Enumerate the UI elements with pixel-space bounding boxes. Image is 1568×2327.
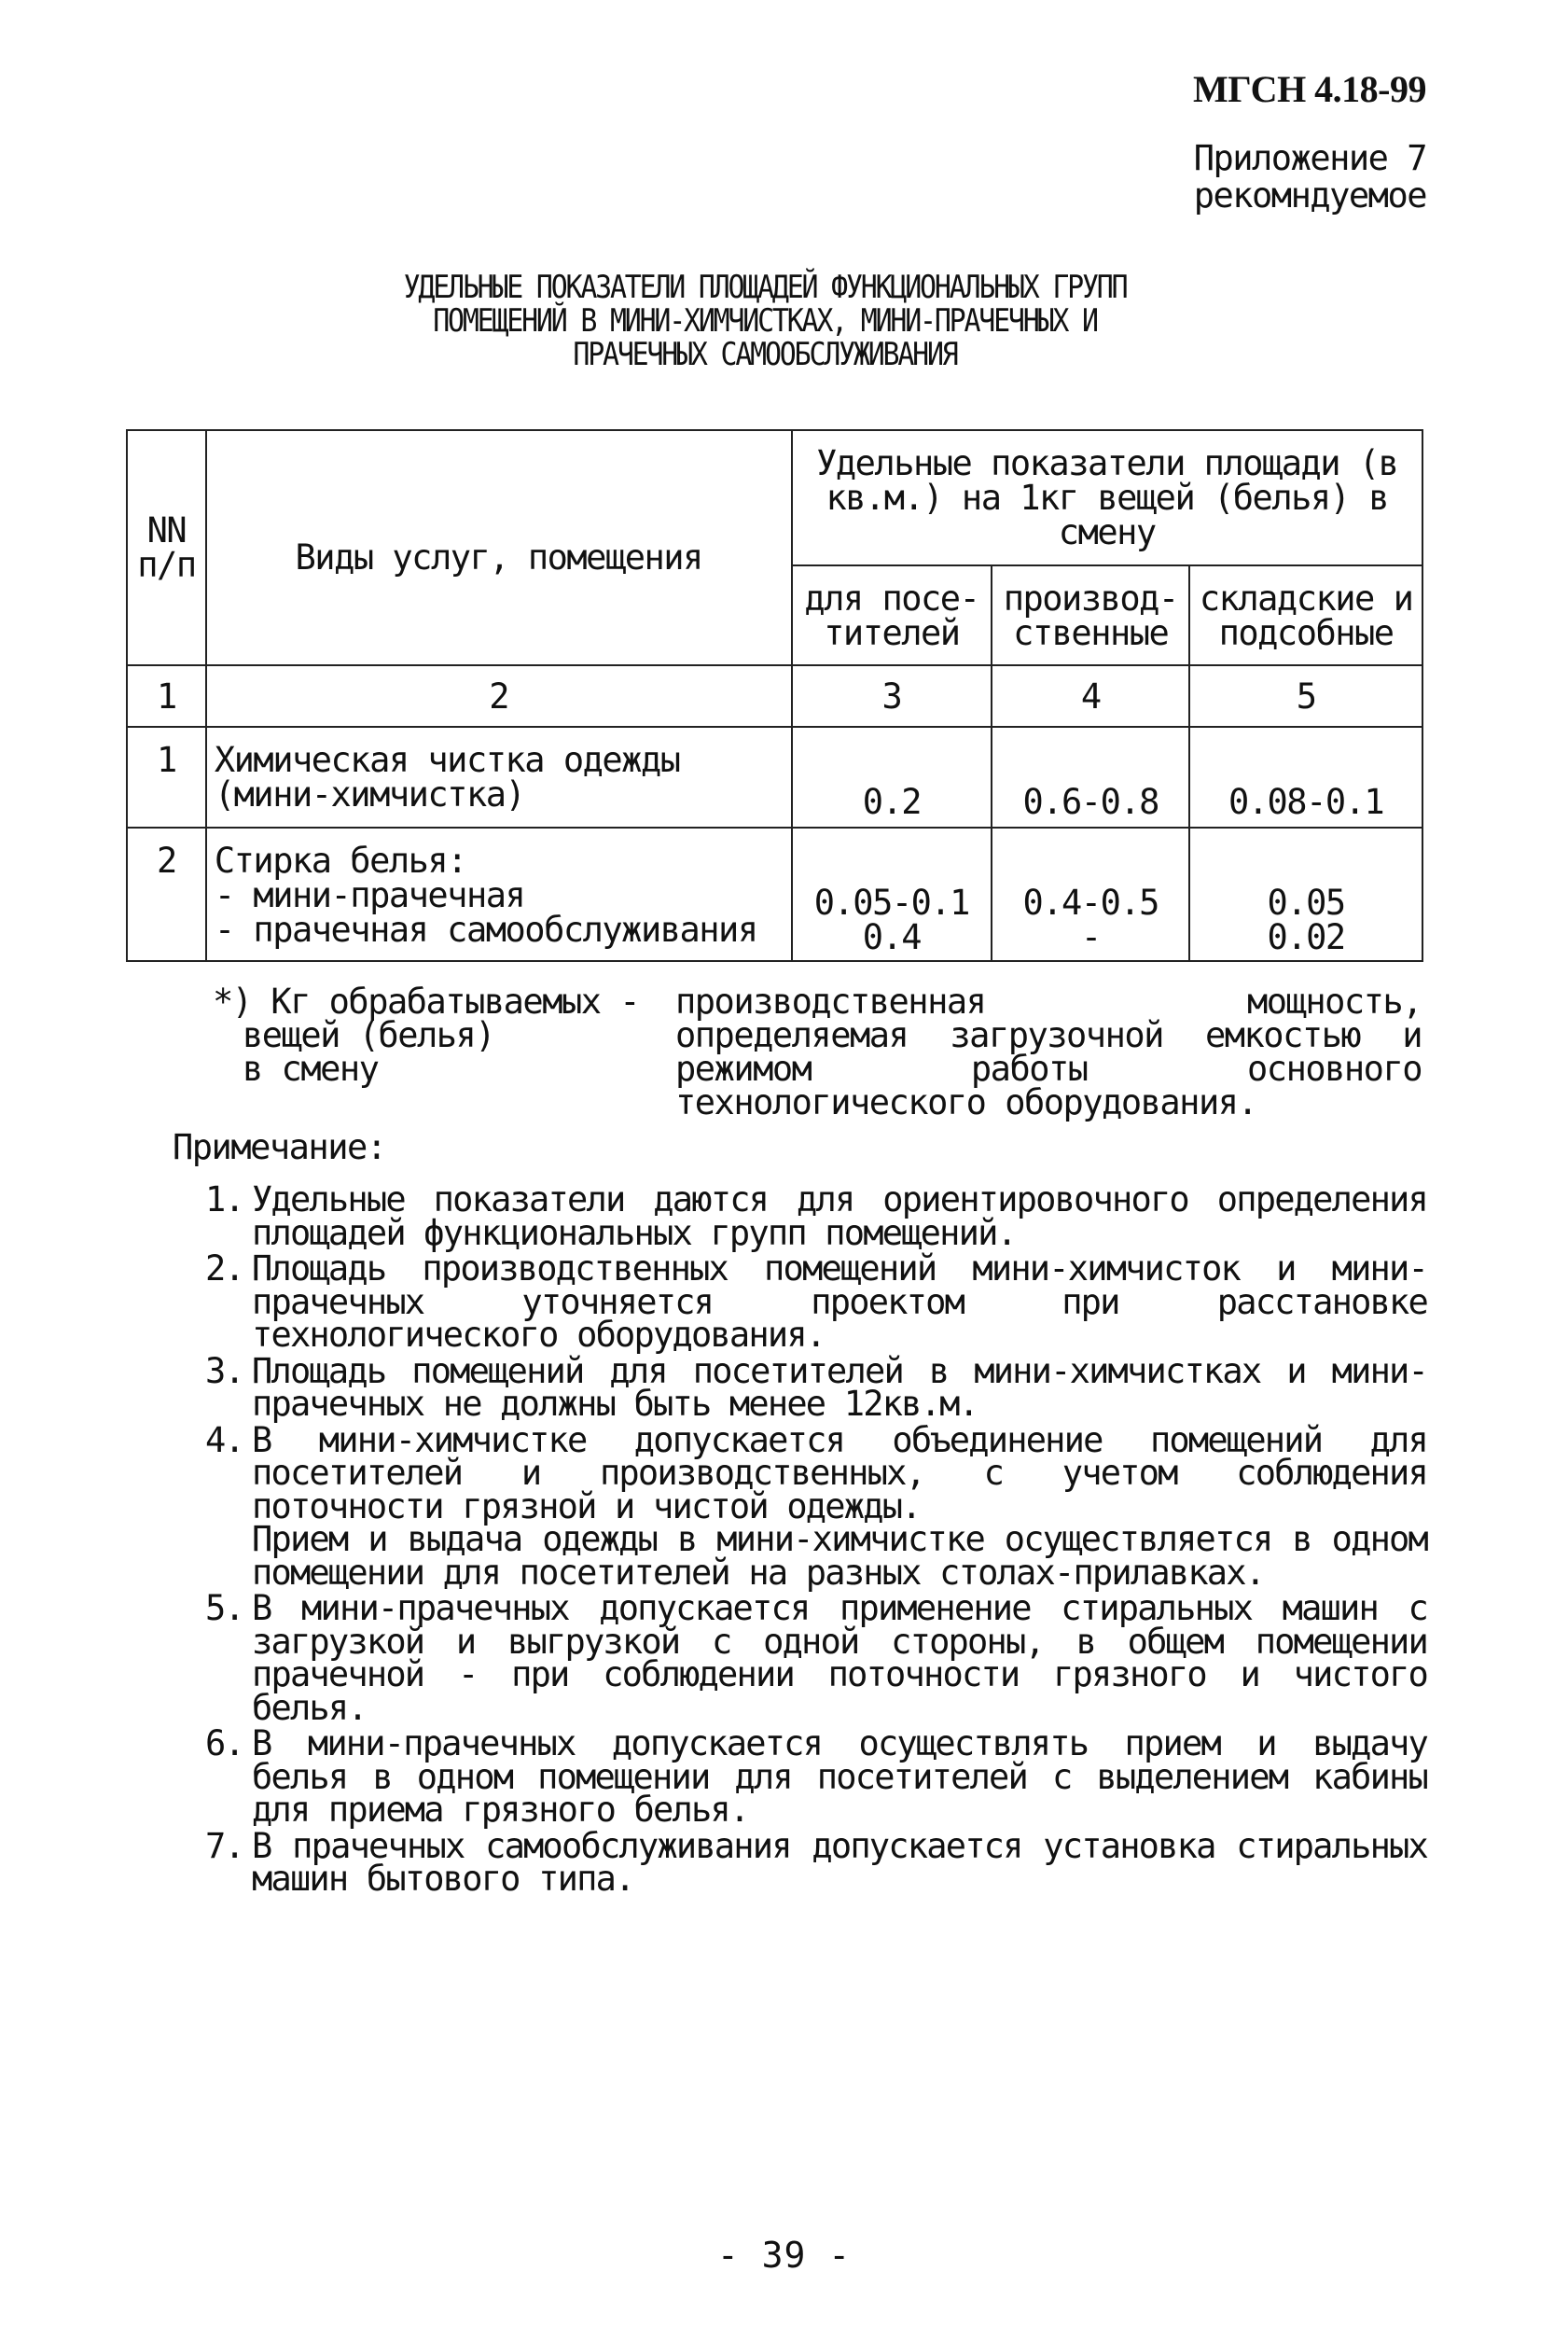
notes-list [205, 1179, 1427, 1899]
footnote-definition: производственная мощность, определяемая загрузочной емкостью и режимом работы основного технологического оборудования. [675, 982, 1422, 1122]
note-item [205, 1179, 1427, 1253]
note-text: Площадь помещений для посетителей в мини-химчистках и мини-прачечных не должны быть менее 12кв.м. [252, 1350, 1427, 1424]
note-item [205, 1723, 1427, 1830]
value-visitors [792, 727, 992, 828]
column-number: 5 [1189, 665, 1422, 727]
value-production [992, 727, 1189, 828]
appendix-label [1194, 140, 1426, 215]
value: 0.4-0.5 [1022, 883, 1159, 923]
table-row [127, 727, 1422, 828]
service-line: - прачечная самообслуживания [214, 910, 757, 950]
note-item [205, 1825, 1427, 1899]
header-visitors: для посе- тителей [792, 565, 992, 665]
note-number: 3. [205, 1350, 243, 1391]
table-row [127, 828, 1422, 961]
footnote-term [213, 982, 660, 1089]
title-line: ПРАЧЕЧНЫХ САМООБСЛУЖИВАНИЯ [573, 336, 957, 373]
note-item [205, 1248, 1427, 1355]
value: 0.05 [1267, 883, 1345, 923]
appendix-number: Приложение 7 [1193, 138, 1426, 178]
header-group: Удельные показатели площади (в кв.м.) на 1кг вещей (белья) в смену [792, 430, 1423, 565]
title-line: ПОМЕЩЕНИЙ В МИНИ-ХИМЧИСТКАХ, МИНИ-ПРАЧЕЧНЫХ И [433, 302, 1097, 340]
note-item [205, 1588, 1427, 1728]
notes-heading: Примечание: [173, 1127, 386, 1167]
footnote-term-line: в смену [243, 1049, 379, 1089]
value: 0.02 [1267, 917, 1345, 957]
value: 0.08-0.1 [1228, 782, 1384, 822]
value-storage [1189, 828, 1422, 961]
header-storage: складские и подсобные [1189, 565, 1422, 665]
header-num: NN п/п [127, 430, 206, 665]
note-number: 1. [205, 1179, 243, 1219]
column-number: 2 [206, 665, 792, 727]
note-text: В мини-прачечных допускается применение стиральных машин с загрузкой и выгрузкой с одной стороны, в общем помещении прачечной - при соблюдении поточности грязного и чистого белья. [252, 1588, 1427, 1728]
service-line: Химическая чистка одежды [214, 740, 680, 780]
value: 0.4 [862, 917, 922, 957]
row-service [206, 828, 792, 961]
title-line: УДЕЛЬНЫЕ ПОКАЗАТЕЛИ ПЛОЩАДЕЙ ФУНКЦИОНАЛЬНЫХ ГРУПП [403, 269, 1127, 306]
table-header-row [127, 430, 1422, 565]
note-item [205, 1419, 1427, 1593]
page-number: - 39 - [716, 2235, 852, 2276]
header-production: производ- ственные [992, 565, 1189, 665]
column-number: 4 [992, 665, 1189, 727]
note-number: 2. [205, 1248, 243, 1289]
service-line: - мини-прачечная [214, 875, 525, 915]
row-number: 2 [127, 828, 206, 961]
value: 0.05-0.1 [813, 883, 969, 923]
value-visitors [792, 828, 992, 961]
note-number: 7. [205, 1825, 243, 1866]
note-item [205, 1350, 1427, 1424]
value: 0.2 [862, 782, 922, 822]
service-line: (мини-химчистка) [214, 774, 525, 815]
note-text: В прачечных самообслуживания допускается установка стиральных машин бытового типа. [252, 1825, 1427, 1899]
value: - [1080, 917, 1101, 957]
appendix-status: рекомндуемое [1193, 175, 1426, 216]
document-title [305, 271, 1225, 371]
column-number: 1 [127, 665, 206, 727]
note-number: 4. [205, 1419, 243, 1460]
area-indicators-table [126, 429, 1423, 962]
value-storage [1189, 727, 1422, 828]
note-text: Площадь производственных помещений мини-химчисток и мини-прачечных уточняется проектом при расстановке технологического оборудования. [252, 1248, 1427, 1355]
note-text: В мини-химчистке допускается объединение помещений для посетителей и производственных, с учетом соблюдения поточности грязной и чистой одежды. [252, 1419, 1427, 1526]
note-text: В мини-прачечных допускается осуществлять прием и выдачу белья в одном помещении для посетителей с выделением кабины для приема грязного белья. [252, 1723, 1427, 1830]
note-number: 6. [205, 1723, 243, 1763]
document-code: МГСН 4.18-99 [1193, 68, 1426, 110]
note-text-continued: Прием и выдача одежды в мини-химчистке осуществляется в одном помещении для посетителей на разных столах-прилавках. [252, 1519, 1427, 1593]
column-number: 3 [792, 665, 992, 727]
value-production [992, 828, 1189, 961]
row-service [206, 727, 792, 828]
note-text: Удельные показатели даются для ориентировочного определения площадей функциональных групп помещений. [252, 1179, 1427, 1253]
column-numbers-row [127, 665, 1422, 727]
header-services: Виды услуг, помещения [206, 430, 792, 665]
service-line: Стирка белья: [214, 841, 466, 881]
footnote-term-line: вещей (белья) [243, 1015, 495, 1055]
footnote-term-line: *) Кг обрабатываемых - [213, 982, 640, 1022]
note-number: 5. [205, 1588, 243, 1628]
value: 0.6-0.8 [1022, 782, 1159, 822]
row-number: 1 [127, 727, 206, 828]
